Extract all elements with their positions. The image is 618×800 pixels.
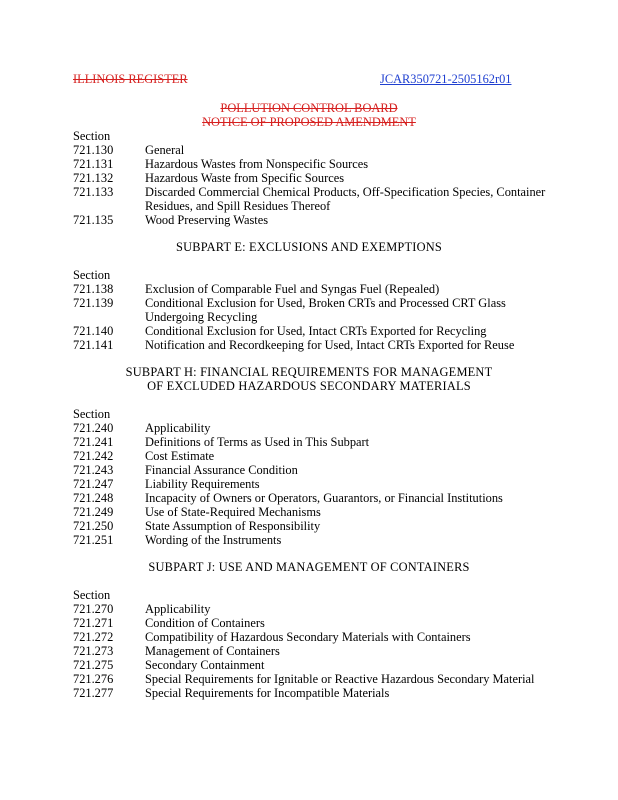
subpart-heading: SUBPART J: USE AND MANAGEMENT OF CONTAINERS <box>148 560 470 574</box>
section-number: 721.273 <box>73 644 114 658</box>
section-label: Section <box>73 588 111 602</box>
section-title: Applicability <box>145 602 211 616</box>
section-number: 721.243 <box>73 463 114 477</box>
section-number: 721.241 <box>73 435 114 449</box>
section-title: Wood Preserving Wastes <box>145 213 269 227</box>
subpart-heading: SUBPART E: EXCLUSIONS AND EXEMPTIONS <box>175 240 442 254</box>
section-number: 721.272 <box>73 630 114 644</box>
section-title: Wording of the Instruments <box>145 533 282 547</box>
section-title: Special Requirements for Ignitable or Reactive Hazardous Secondary Material <box>145 672 535 686</box>
section-title: Compatibility of Hazardous Secondary Materials with Containers <box>145 630 471 644</box>
section-title: Liability Requirements <box>145 477 260 491</box>
section-number: 721.276 <box>73 672 114 686</box>
agency-title: POLLUTION CONTROL BOARD <box>220 101 398 115</box>
section-title: Notification and Recordkeeping for Used, Intact CRTs Exported for Reuse <box>145 338 515 352</box>
section-title: Hazardous Waste from Specific Sources <box>145 171 345 185</box>
section-number: 721.251 <box>73 533 114 547</box>
subpart-heading-line2: OF EXCLUDED HAZARDOUS SECONDARY MATERIALS <box>147 379 471 393</box>
notice-title: NOTICE OF PROPOSED AMENDMENT <box>202 115 416 129</box>
section-number: 721.250 <box>73 519 114 533</box>
section-number: 721.242 <box>73 449 114 463</box>
section-number: 721.275 <box>73 658 114 672</box>
section-title: Secondary Containment <box>145 658 265 672</box>
section-number: 721.141 <box>73 338 114 352</box>
section-title: Management of Containers <box>145 644 280 658</box>
section-title: Cost Estimate <box>145 449 215 463</box>
section-label: Section <box>73 407 111 421</box>
register-header: ILLINOIS REGISTER <box>73 72 188 86</box>
section-number: 721.130 <box>73 143 114 157</box>
section-title: State Assumption of Responsibility <box>145 519 321 533</box>
section-title: Incapacity of Owners or Operators, Guarantors, or Financial Institutions <box>145 491 503 505</box>
section-title: Exclusion of Comparable Fuel and Syngas Fuel (Repealed) <box>145 282 440 296</box>
section-title: Discarded Commercial Chemical Products, Off-Specification Species, Container <box>145 185 546 199</box>
section-title: Hazardous Wastes from Nonspecific Sources <box>145 157 369 171</box>
section-title: Condition of Containers <box>145 616 265 630</box>
section-title: General <box>145 143 185 157</box>
subpart-heading: SUBPART H: FINANCIAL REQUIREMENTS FOR MANAGEMENT <box>125 365 493 379</box>
section-number: 721.131 <box>73 157 114 171</box>
section-title: Use of State-Required Mechanisms <box>145 505 321 519</box>
section-number: 721.140 <box>73 324 114 338</box>
section-number: 721.135 <box>73 213 114 227</box>
section-number: 721.248 <box>73 491 114 505</box>
section-number: 721.277 <box>73 686 114 700</box>
section-label: Section <box>73 129 111 143</box>
section-number: 721.249 <box>73 505 114 519</box>
section-title: Special Requirements for Incompatible Materials <box>145 686 390 700</box>
section-number: 721.247 <box>73 477 114 491</box>
jcar-link[interactable]: JCAR350721-2505162r01 <box>380 72 512 86</box>
section-title: Conditional Exclusion for Used, Intact CRTs Exported for Recycling <box>145 324 487 338</box>
section-title-continuation: Undergoing Recycling <box>145 310 258 324</box>
section-number: 721.139 <box>73 296 114 310</box>
section-number: 721.132 <box>73 171 114 185</box>
section-label: Section <box>73 268 111 282</box>
section-number: 721.240 <box>73 421 114 435</box>
section-title: Conditional Exclusion for Used, Broken CRTs and Processed CRT Glass <box>145 296 506 310</box>
section-title: Financial Assurance Condition <box>145 463 298 477</box>
section-number: 721.133 <box>73 185 114 199</box>
section-title: Definitions of Terms as Used in This Subpart <box>145 435 370 449</box>
section-number: 721.271 <box>73 616 114 630</box>
section-title: Applicability <box>145 421 211 435</box>
section-number: 721.270 <box>73 602 114 616</box>
section-number: 721.138 <box>73 282 114 296</box>
section-title-continuation: Residues, and Spill Residues Thereof <box>145 199 331 213</box>
